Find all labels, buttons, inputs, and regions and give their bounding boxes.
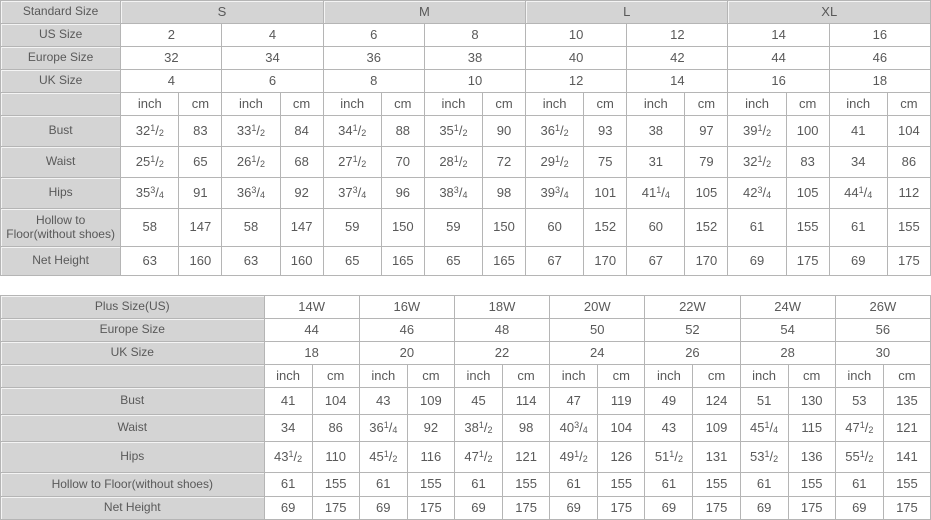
measurement-value-cell: 61 bbox=[728, 209, 786, 247]
measurement-value-cell: $35^1/_2$ bbox=[424, 116, 482, 147]
measurement-value-cell: 63 bbox=[222, 247, 280, 276]
measurement-value-cell: 68 bbox=[280, 147, 323, 178]
measurement-value-cell: 160 bbox=[280, 247, 323, 276]
size-value-cell: 26W bbox=[835, 296, 930, 319]
measurement-label: Hollow to Floor(without shoes) bbox=[1, 209, 121, 247]
measurement-value-cell: $40^3/_4$ bbox=[550, 415, 598, 442]
unit-cm-label: cm bbox=[503, 365, 550, 388]
measurement-value-cell: 155 bbox=[407, 473, 454, 497]
measurement-value-cell: $49^1/_2$ bbox=[550, 442, 598, 473]
row-label: US Size bbox=[1, 24, 121, 47]
size-value-cell: 30 bbox=[835, 342, 930, 365]
size-value-cell: 18W bbox=[454, 296, 549, 319]
measurement-value-cell: 61 bbox=[740, 473, 788, 497]
measurement-value-cell: 175 bbox=[788, 497, 835, 520]
measurement-value-cell: $37^3/_4$ bbox=[323, 178, 381, 209]
measurement-value-cell: 63 bbox=[121, 247, 179, 276]
measurement-value-cell: 175 bbox=[312, 497, 359, 520]
measurement-label: Bust bbox=[1, 388, 265, 415]
measurement-value-cell: 96 bbox=[381, 178, 424, 209]
size-value-cell: 22W bbox=[645, 296, 740, 319]
measurement-value-cell: 65 bbox=[424, 247, 482, 276]
measurement-value-cell: $32^1/_2$ bbox=[121, 116, 179, 147]
measurement-value-cell: 61 bbox=[645, 473, 693, 497]
measurement-value-cell: 38 bbox=[627, 116, 685, 147]
measurement-value-cell: 105 bbox=[685, 178, 728, 209]
size-value-cell: 36 bbox=[323, 47, 424, 70]
measurement-value-cell: 65 bbox=[323, 247, 381, 276]
unit-inch-label: inch bbox=[222, 93, 280, 116]
measurement-value-cell: 98 bbox=[482, 178, 525, 209]
measurement-value-cell: $39^1/_2$ bbox=[728, 116, 786, 147]
measurement-value-cell: 61 bbox=[264, 473, 312, 497]
measurement-value-cell: 170 bbox=[685, 247, 728, 276]
measurement-value-cell: 155 bbox=[598, 473, 645, 497]
size-value-cell: 8 bbox=[323, 70, 424, 93]
measurement-label: Waist bbox=[1, 415, 265, 442]
measurement-value-cell: 115 bbox=[788, 415, 835, 442]
measurement-label: Hips bbox=[1, 442, 265, 473]
measurement-value-cell: 155 bbox=[786, 209, 829, 247]
size-value-cell: 56 bbox=[835, 319, 930, 342]
measurement-value-cell: 141 bbox=[883, 442, 930, 473]
measurement-value-cell: $44^1/_4$ bbox=[829, 178, 887, 209]
measurement-value-cell: 49 bbox=[645, 388, 693, 415]
unit-inch-label: inch bbox=[740, 365, 788, 388]
measurement-label: Hips bbox=[1, 178, 121, 209]
measurement-value-cell: 136 bbox=[788, 442, 835, 473]
size-value-cell: 24 bbox=[550, 342, 645, 365]
unit-inch-label: inch bbox=[264, 365, 312, 388]
unit-cm-label: cm bbox=[598, 365, 645, 388]
size-value-cell: 18 bbox=[264, 342, 359, 365]
measurement-value-cell: 31 bbox=[627, 147, 685, 178]
measurement-value-cell: 124 bbox=[693, 388, 740, 415]
measurement-value-cell: 155 bbox=[312, 473, 359, 497]
size-value-cell: 52 bbox=[645, 319, 740, 342]
unit-inch-label: inch bbox=[550, 365, 598, 388]
measurement-value-cell: 59 bbox=[424, 209, 482, 247]
measurement-value-cell: 59 bbox=[323, 209, 381, 247]
measurement-value-cell: 61 bbox=[829, 209, 887, 247]
measurement-value-cell: 41 bbox=[829, 116, 887, 147]
measurement-value-cell: 155 bbox=[788, 473, 835, 497]
measurement-value-cell: 104 bbox=[312, 388, 359, 415]
row-label: Europe Size bbox=[1, 319, 265, 342]
measurement-value-cell: $26^1/_2$ bbox=[222, 147, 280, 178]
measurement-label: Net Height bbox=[1, 497, 265, 520]
size-value-cell: 16 bbox=[728, 70, 829, 93]
measurement-value-cell: $38^3/_4$ bbox=[424, 178, 482, 209]
size-value-cell: 2 bbox=[121, 24, 222, 47]
size-value-cell: 20W bbox=[550, 296, 645, 319]
size-value-cell: 44 bbox=[728, 47, 829, 70]
size-value-cell: 18 bbox=[829, 70, 930, 93]
measurement-value-cell: 98 bbox=[503, 415, 550, 442]
measurement-value-cell: $47^1/_2$ bbox=[454, 442, 502, 473]
measurement-value-cell: 104 bbox=[598, 415, 645, 442]
unit-corner-cell bbox=[1, 365, 265, 388]
measurement-value-cell: 93 bbox=[584, 116, 627, 147]
unit-inch-label: inch bbox=[359, 365, 407, 388]
measurement-value-cell: 155 bbox=[693, 473, 740, 497]
measurement-value-cell: 69 bbox=[740, 497, 788, 520]
measurement-label: Net Height bbox=[1, 247, 121, 276]
measurement-value-cell: $35^3/_4$ bbox=[121, 178, 179, 209]
measurement-value-cell: 90 bbox=[482, 116, 525, 147]
measurement-value-cell: 155 bbox=[883, 473, 930, 497]
size-value-cell: 20 bbox=[359, 342, 454, 365]
measurement-value-cell: 84 bbox=[280, 116, 323, 147]
row-label: UK Size bbox=[1, 70, 121, 93]
size-value-cell: 50 bbox=[550, 319, 645, 342]
unit-cm-label: cm bbox=[482, 93, 525, 116]
measurement-value-cell: 135 bbox=[883, 388, 930, 415]
measurement-value-cell: 41 bbox=[264, 388, 312, 415]
unit-inch-label: inch bbox=[728, 93, 786, 116]
size-value-cell: 32 bbox=[121, 47, 222, 70]
measurement-value-cell: 69 bbox=[835, 497, 883, 520]
measurement-value-cell: 101 bbox=[584, 178, 627, 209]
measurement-value-cell: 61 bbox=[359, 473, 407, 497]
measurement-value-cell: $33^1/_2$ bbox=[222, 116, 280, 147]
size-value-cell: 26 bbox=[645, 342, 740, 365]
measurement-value-cell: 75 bbox=[584, 147, 627, 178]
measurement-value-cell: 175 bbox=[503, 497, 550, 520]
measurement-value-cell: 100 bbox=[786, 116, 829, 147]
size-group-header: S bbox=[121, 1, 323, 24]
size-value-cell: 12 bbox=[526, 70, 627, 93]
measurement-value-cell: 58 bbox=[222, 209, 280, 247]
measurement-value-cell: 47 bbox=[550, 388, 598, 415]
row-label: Europe Size bbox=[1, 47, 121, 70]
measurement-value-cell: 69 bbox=[645, 497, 693, 520]
measurement-label: Bust bbox=[1, 116, 121, 147]
measurement-value-cell: 69 bbox=[728, 247, 786, 276]
measurement-value-cell: 69 bbox=[829, 247, 887, 276]
measurement-value-cell: $51^1/_2$ bbox=[645, 442, 693, 473]
measurement-value-cell: 43 bbox=[645, 415, 693, 442]
size-value-cell: 46 bbox=[359, 319, 454, 342]
measurement-value-cell: 69 bbox=[454, 497, 502, 520]
unit-inch-label: inch bbox=[526, 93, 584, 116]
unit-inch-label: inch bbox=[829, 93, 887, 116]
measurement-value-cell: 170 bbox=[584, 247, 627, 276]
measurement-value-cell: 86 bbox=[887, 147, 930, 178]
measurement-value-cell: $39^3/_4$ bbox=[526, 178, 584, 209]
unit-inch-label: inch bbox=[835, 365, 883, 388]
measurement-value-cell: 155 bbox=[503, 473, 550, 497]
measurement-value-cell: 79 bbox=[685, 147, 728, 178]
measurement-value-cell: 165 bbox=[381, 247, 424, 276]
measurement-value-cell: $29^1/_2$ bbox=[526, 147, 584, 178]
unit-cm-label: cm bbox=[786, 93, 829, 116]
measurement-value-cell: 58 bbox=[121, 209, 179, 247]
measurement-value-cell: 45 bbox=[454, 388, 502, 415]
measurement-value-cell: $36^3/_4$ bbox=[222, 178, 280, 209]
measurement-value-cell: 165 bbox=[482, 247, 525, 276]
unit-cm-label: cm bbox=[407, 365, 454, 388]
measurement-value-cell: 105 bbox=[786, 178, 829, 209]
measurement-value-cell: 92 bbox=[407, 415, 454, 442]
unit-inch-label: inch bbox=[454, 365, 502, 388]
size-value-cell: 38 bbox=[424, 47, 525, 70]
size-group-header: L bbox=[526, 1, 728, 24]
measurement-value-cell: $25^1/_2$ bbox=[121, 147, 179, 178]
size-group-header: XL bbox=[728, 1, 931, 24]
size-value-cell: 14 bbox=[627, 70, 728, 93]
measurement-value-cell: 126 bbox=[598, 442, 645, 473]
measurement-value-cell: $47^1/_2$ bbox=[835, 415, 883, 442]
measurement-value-cell: 83 bbox=[786, 147, 829, 178]
measurement-value-cell: 34 bbox=[829, 147, 887, 178]
measurement-value-cell: $28^1/_2$ bbox=[424, 147, 482, 178]
measurement-value-cell: 152 bbox=[685, 209, 728, 247]
measurement-value-cell: 131 bbox=[693, 442, 740, 473]
measurement-value-cell: 69 bbox=[264, 497, 312, 520]
measurement-value-cell: 121 bbox=[503, 442, 550, 473]
size-value-cell: 8 bbox=[424, 24, 525, 47]
size-value-cell: 14W bbox=[264, 296, 359, 319]
size-value-cell: 16 bbox=[829, 24, 930, 47]
measurement-value-cell: 175 bbox=[407, 497, 454, 520]
measurement-label: Waist bbox=[1, 147, 121, 178]
measurement-value-cell: 72 bbox=[482, 147, 525, 178]
plus-size-table bbox=[0, 295, 931, 520]
unit-cm-label: cm bbox=[584, 93, 627, 116]
unit-cm-label: cm bbox=[788, 365, 835, 388]
measurement-value-cell: $45^1/_4$ bbox=[740, 415, 788, 442]
unit-inch-label: inch bbox=[645, 365, 693, 388]
measurement-value-cell: 175 bbox=[598, 497, 645, 520]
measurement-value-cell: 61 bbox=[550, 473, 598, 497]
measurement-value-cell: $27^1/_2$ bbox=[323, 147, 381, 178]
size-value-cell: 16W bbox=[359, 296, 454, 319]
size-value-cell: 10 bbox=[424, 70, 525, 93]
measurement-value-cell: 60 bbox=[526, 209, 584, 247]
measurement-value-cell: $42^3/_4$ bbox=[728, 178, 786, 209]
measurement-value-cell: 34 bbox=[264, 415, 312, 442]
unit-cm-label: cm bbox=[179, 93, 222, 116]
size-value-cell: 4 bbox=[121, 70, 222, 93]
measurement-value-cell: $41^1/_4$ bbox=[627, 178, 685, 209]
unit-inch-label: inch bbox=[323, 93, 381, 116]
measurement-value-cell: $53^1/_2$ bbox=[740, 442, 788, 473]
unit-cm-label: cm bbox=[887, 93, 930, 116]
measurement-value-cell: 69 bbox=[359, 497, 407, 520]
size-value-cell: 6 bbox=[222, 70, 323, 93]
measurement-value-cell: $43^1/_2$ bbox=[264, 442, 312, 473]
measurement-value-cell: 175 bbox=[786, 247, 829, 276]
measurement-value-cell: 121 bbox=[883, 415, 930, 442]
measurement-value-cell: $38^1/_2$ bbox=[454, 415, 502, 442]
measurement-value-cell: 112 bbox=[887, 178, 930, 209]
measurement-value-cell: 109 bbox=[693, 415, 740, 442]
measurement-value-cell: 147 bbox=[179, 209, 222, 247]
measurement-value-cell: $55^1/_2$ bbox=[835, 442, 883, 473]
measurement-value-cell: 147 bbox=[280, 209, 323, 247]
size-group-header: M bbox=[323, 1, 525, 24]
measurement-value-cell: 175 bbox=[693, 497, 740, 520]
size-value-cell: 24W bbox=[740, 296, 835, 319]
measurement-value-cell: 69 bbox=[550, 497, 598, 520]
measurement-value-cell: 65 bbox=[179, 147, 222, 178]
unit-corner-cell bbox=[1, 93, 121, 116]
size-value-cell: 34 bbox=[222, 47, 323, 70]
unit-cm-label: cm bbox=[312, 365, 359, 388]
measurement-value-cell: 43 bbox=[359, 388, 407, 415]
measurement-value-cell: 83 bbox=[179, 116, 222, 147]
size-value-cell: 22 bbox=[454, 342, 549, 365]
unit-inch-label: inch bbox=[121, 93, 179, 116]
measurement-value-cell: 150 bbox=[482, 209, 525, 247]
size-value-cell: 42 bbox=[627, 47, 728, 70]
measurement-value-cell: 160 bbox=[179, 247, 222, 276]
unit-inch-label: inch bbox=[424, 93, 482, 116]
measurement-value-cell: 88 bbox=[381, 116, 424, 147]
measurement-value-cell: 91 bbox=[179, 178, 222, 209]
measurement-value-cell: 53 bbox=[835, 388, 883, 415]
measurement-label: Hollow to Floor(without shoes) bbox=[1, 473, 265, 497]
measurement-value-cell: 152 bbox=[584, 209, 627, 247]
measurement-value-cell: $36^1/_2$ bbox=[526, 116, 584, 147]
measurement-value-cell: 51 bbox=[740, 388, 788, 415]
measurement-value-cell: 67 bbox=[526, 247, 584, 276]
size-value-cell: 48 bbox=[454, 319, 549, 342]
size-value-cell: 6 bbox=[323, 24, 424, 47]
measurement-value-cell: $34^1/_2$ bbox=[323, 116, 381, 147]
measurement-value-cell: 86 bbox=[312, 415, 359, 442]
size-value-cell: 4 bbox=[222, 24, 323, 47]
unit-cm-label: cm bbox=[280, 93, 323, 116]
unit-cm-label: cm bbox=[693, 365, 740, 388]
size-value-cell: 28 bbox=[740, 342, 835, 365]
measurement-value-cell: $45^1/_2$ bbox=[359, 442, 407, 473]
row-label: UK Size bbox=[1, 342, 265, 365]
size-value-cell: 10 bbox=[526, 24, 627, 47]
unit-cm-label: cm bbox=[685, 93, 728, 116]
size-value-cell: 46 bbox=[829, 47, 930, 70]
measurement-value-cell: 92 bbox=[280, 178, 323, 209]
size-value-cell: 44 bbox=[264, 319, 359, 342]
measurement-value-cell: 109 bbox=[407, 388, 454, 415]
measurement-value-cell: 175 bbox=[887, 247, 930, 276]
measurement-value-cell: $32^1/_2$ bbox=[728, 147, 786, 178]
unit-inch-label: inch bbox=[627, 93, 685, 116]
measurement-value-cell: 61 bbox=[454, 473, 502, 497]
size-value-cell: 14 bbox=[728, 24, 829, 47]
measurement-value-cell: 110 bbox=[312, 442, 359, 473]
measurement-value-cell: 60 bbox=[627, 209, 685, 247]
measurement-value-cell: 150 bbox=[381, 209, 424, 247]
measurement-value-cell: 116 bbox=[407, 442, 454, 473]
measurement-value-cell: 155 bbox=[887, 209, 930, 247]
row-label: Plus Size(US) bbox=[1, 296, 265, 319]
measurement-value-cell: 130 bbox=[788, 388, 835, 415]
measurement-value-cell: 175 bbox=[883, 497, 930, 520]
measurement-value-cell: 61 bbox=[835, 473, 883, 497]
measurement-value-cell: 97 bbox=[685, 116, 728, 147]
size-value-cell: 40 bbox=[526, 47, 627, 70]
size-value-cell: 54 bbox=[740, 319, 835, 342]
measurement-value-cell: 119 bbox=[598, 388, 645, 415]
measurement-value-cell: 104 bbox=[887, 116, 930, 147]
measurement-value-cell: 114 bbox=[503, 388, 550, 415]
measurement-value-cell: 70 bbox=[381, 147, 424, 178]
size-value-cell: 12 bbox=[627, 24, 728, 47]
measurement-value-cell: 67 bbox=[627, 247, 685, 276]
unit-cm-label: cm bbox=[883, 365, 930, 388]
unit-cm-label: cm bbox=[381, 93, 424, 116]
corner-label: Standard Size bbox=[1, 1, 121, 24]
measurement-value-cell: $36^1/_4$ bbox=[359, 415, 407, 442]
